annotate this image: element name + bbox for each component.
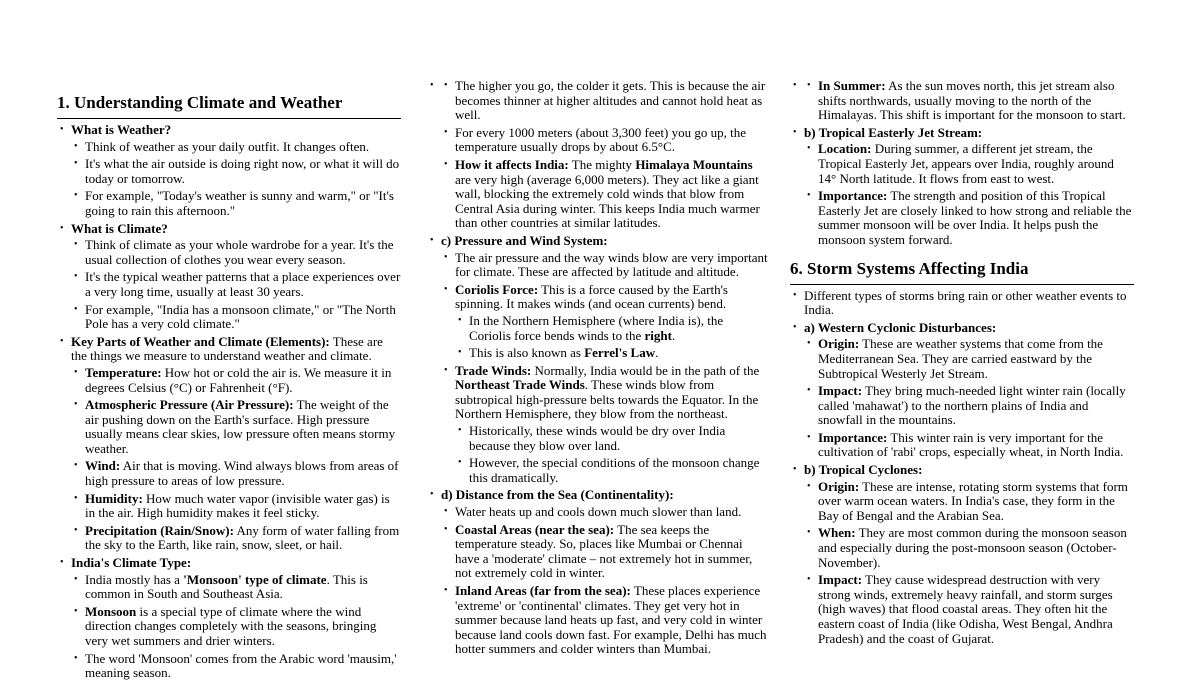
list-item: • The word 'Monsoon' comes from the Arabic word 'mausim,' meaning season. — [71, 652, 401, 681]
list-item: • How it affects India: The mighty Himalaya Mountains are very high (average 6,000 meters). They act like a giant wall, blocking the extremely cold winds that blow from Central Asia during winter. This keeps India much warmer than other countries at similar latitudes. — [441, 158, 768, 231]
list-item: • Coastal Areas (near the sea): The sea keeps the temperature steady. So, places like Mumbai or Chennai have a 'moderate' climate – not extremely hot in summer, not extremely cold in winter. — [441, 523, 768, 581]
list-item: • • In Summer: As the sun moves north, this jet stream also shifts northwards, usually moving to the north of the Himalayas. This shift is important for the monsoon to start. — [804, 79, 1134, 123]
list-item: • Think of climate as your whole wardrobe for a year. It's the usual collection of clothes you wear every season. — [71, 238, 401, 267]
list-item: • Historically, these winds would be dry over India because they blow over land. — [455, 424, 768, 453]
list-item — [790, 79, 1134, 123]
pressure-wind-label: c) Pressure and Wind System: — [441, 232, 608, 248]
list-item: • India mostly has a 'Monsoon' type of climate. This is common in South and Southeast Asia. — [71, 573, 401, 602]
list-item: • Origin: These are intense, rotating storm systems that form over warm ocean waters. In India's case, they form in the Bay of Bengal and the Arabian Sea. — [804, 480, 1134, 524]
list-item — [427, 234, 768, 486]
list-item: • Precipitation (Rain/Snow): Any form of water falling from the sky to the Earth, like rain, snow, sleet, or hail. — [71, 524, 401, 553]
list-item: • Temperature: How hot or cold the air is. We measure it in degrees Celsius (°C) or Fahrenheit (°F). — [71, 366, 401, 395]
elements-label: Key Parts of Weather and Climate (Elements): — [71, 333, 330, 349]
list-item — [57, 123, 401, 219]
list-item — [790, 126, 1134, 248]
list-item: • Atmospheric Pressure (Air Pressure): The weight of the air pushing down on the Earth's surface. High pressure usually means clear skies, low pressure often means stormy weather. — [71, 398, 401, 456]
list-item — [790, 463, 1134, 646]
list-item: • Impact: They cause widespread destruction with very strong winds, extremely heavy rainfall, and storm surges (high waves) that flood coastal areas. They often hit the eastern coast of India (like Odisha, West Bengal, Andhra Pradesh) and the coast of Gujarat. — [804, 573, 1134, 646]
list-item: • For every 1000 meters (about 3,300 feet) you go up, the temperature usually drops by about 6.5°C. — [441, 126, 768, 155]
list-item: • When: They are most common during the monsoon season and especially during the post-monsoon season (October-November). — [804, 526, 1134, 570]
list-item: • Inland Areas (far from the sea): These places experience 'extreme' or 'continental' climates. They get very hot in summer because land heats up fast, and very cold in winter because land cools down fast. For example, Delhi has much hotter summers and colder winters than Mumbai. — [441, 584, 768, 657]
column-3 — [790, 79, 1134, 649]
weather-label: What is Weather? — [71, 122, 172, 137]
list-item: • Trade Winds: Normally, India would be in the path of the Northeast Trade Winds. These winds blow from subtropical high-pressure belts towards the Equator. In the Northern Hemisphere, they blow from the northeast. • Historically, these winds would be dry over India because they blow over land. • However, the special conditions of the monsoon change this dramatically. — [441, 364, 768, 486]
list-item: • In the Northern Hemisphere (where India is), the Coriolis force bends winds to the right. — [455, 314, 768, 343]
tropical-cyclones-label: b) Tropical Cyclones: — [804, 462, 923, 478]
list-item: • Importance: The strength and position of this Tropical Easterly Jet are closely linked to how strong and reliable the summer monsoon will be over India. It helps push the monsoon system forward. — [804, 189, 1134, 247]
list-item: • Monsoon is a special type of climate where the wind direction changes completely with the seasons, bringing very wet summers and drier winters. — [71, 605, 401, 649]
section-heading-climate-weather: 1. Understanding Climate and Weather — [57, 93, 401, 119]
list-item: • Location: During summer, a different jet stream, the Tropical Easterly Jet, appears over India, roughly around 14° North latitude. It flows from east to west. — [804, 142, 1134, 186]
western-disturbances-label: a) Western Cyclonic Disturbances: — [804, 319, 997, 335]
list-item: • Humidity: How much water vapor (invisible water gas) is in the air. High humidity makes it feel sticky. — [71, 492, 401, 521]
list-item: • Coriolis Force: This is a force caused by the Earth's spinning. It makes winds (and ocean currents) bend. • In the Northern Hemisphere (where India is), the Coriolis force bends winds to the right. • This is also known as Ferrel's Law. — [441, 283, 768, 361]
climate-weather-list — [57, 123, 401, 681]
list-item: • This is also known as Ferrel's Law. — [455, 346, 768, 361]
factors-list — [427, 79, 768, 657]
list-item — [427, 79, 768, 231]
column-1 — [57, 79, 401, 684]
india-climate-label: India's Climate Type: — [71, 555, 192, 571]
tropical-easterly-label: b) Tropical Easterly Jet Stream: — [804, 124, 983, 140]
list-item: • • The higher you go, the colder it gets. This is because the air becomes thinner at higher altitudes and cannot hold heat as well. — [441, 79, 768, 123]
list-item: • Impact: They bring much-needed light winter rain (locally called 'mahawat') to the northern plains of India and snowfall in the mountains. — [804, 384, 1134, 428]
list-item: • For example, "Today's weather is sunny and warm," or "It's going to rain this afternoon." — [71, 189, 401, 218]
list-item: • Origin: These are weather systems that come from the Mediterranean Sea. They are carried eastward by the Subtropical Westerly Jet Stream. — [804, 337, 1134, 381]
list-item: • It's the typical weather patterns that a place experiences over a very long time, usually at least 30 years. — [71, 270, 401, 299]
storm-systems-list — [790, 289, 1134, 647]
list-item: • For example, "India has a monsoon climate," or "The North Pole has a very cold climate." — [71, 303, 401, 332]
elements-text: These are the things we measure to understand weather and climate. — [71, 333, 383, 364]
jet-stream-list — [790, 79, 1134, 248]
list-item — [57, 335, 401, 553]
list-item: • The air pressure and the way winds blow are very important for climate. These are affected by latitude and altitude. — [441, 251, 768, 280]
column-2 — [427, 79, 768, 660]
list-item — [427, 488, 768, 657]
list-item: • It's what the air outside is doing right now, or what it will do today or tomorrow. — [71, 157, 401, 186]
list-item — [57, 222, 401, 332]
section-heading-storm-systems: 6. Storm Systems Affecting India — [790, 259, 1134, 285]
list-item: • Importance: This winter rain is very important for the cultivation of 'rabi' crops, especially wheat, in North India. — [804, 431, 1134, 460]
list-item: • Different types of storms bring rain or other weather events to India. — [790, 289, 1134, 318]
list-item: • Think of weather as your daily outfit. It changes often. — [71, 140, 401, 155]
list-item — [57, 556, 401, 681]
list-item: • Wind: Air that is moving. Wind always blows from areas of high pressure to areas of low pressure. — [71, 459, 401, 488]
list-item: • Water heats up and cools down much slower than land. — [441, 505, 768, 520]
list-item — [790, 321, 1134, 460]
climate-label: What is Climate? — [71, 220, 168, 236]
list-item: • However, the special conditions of the monsoon change this dramatically. — [455, 456, 768, 485]
distance-sea-label: d) Distance from the Sea (Continentality): — [441, 487, 674, 503]
